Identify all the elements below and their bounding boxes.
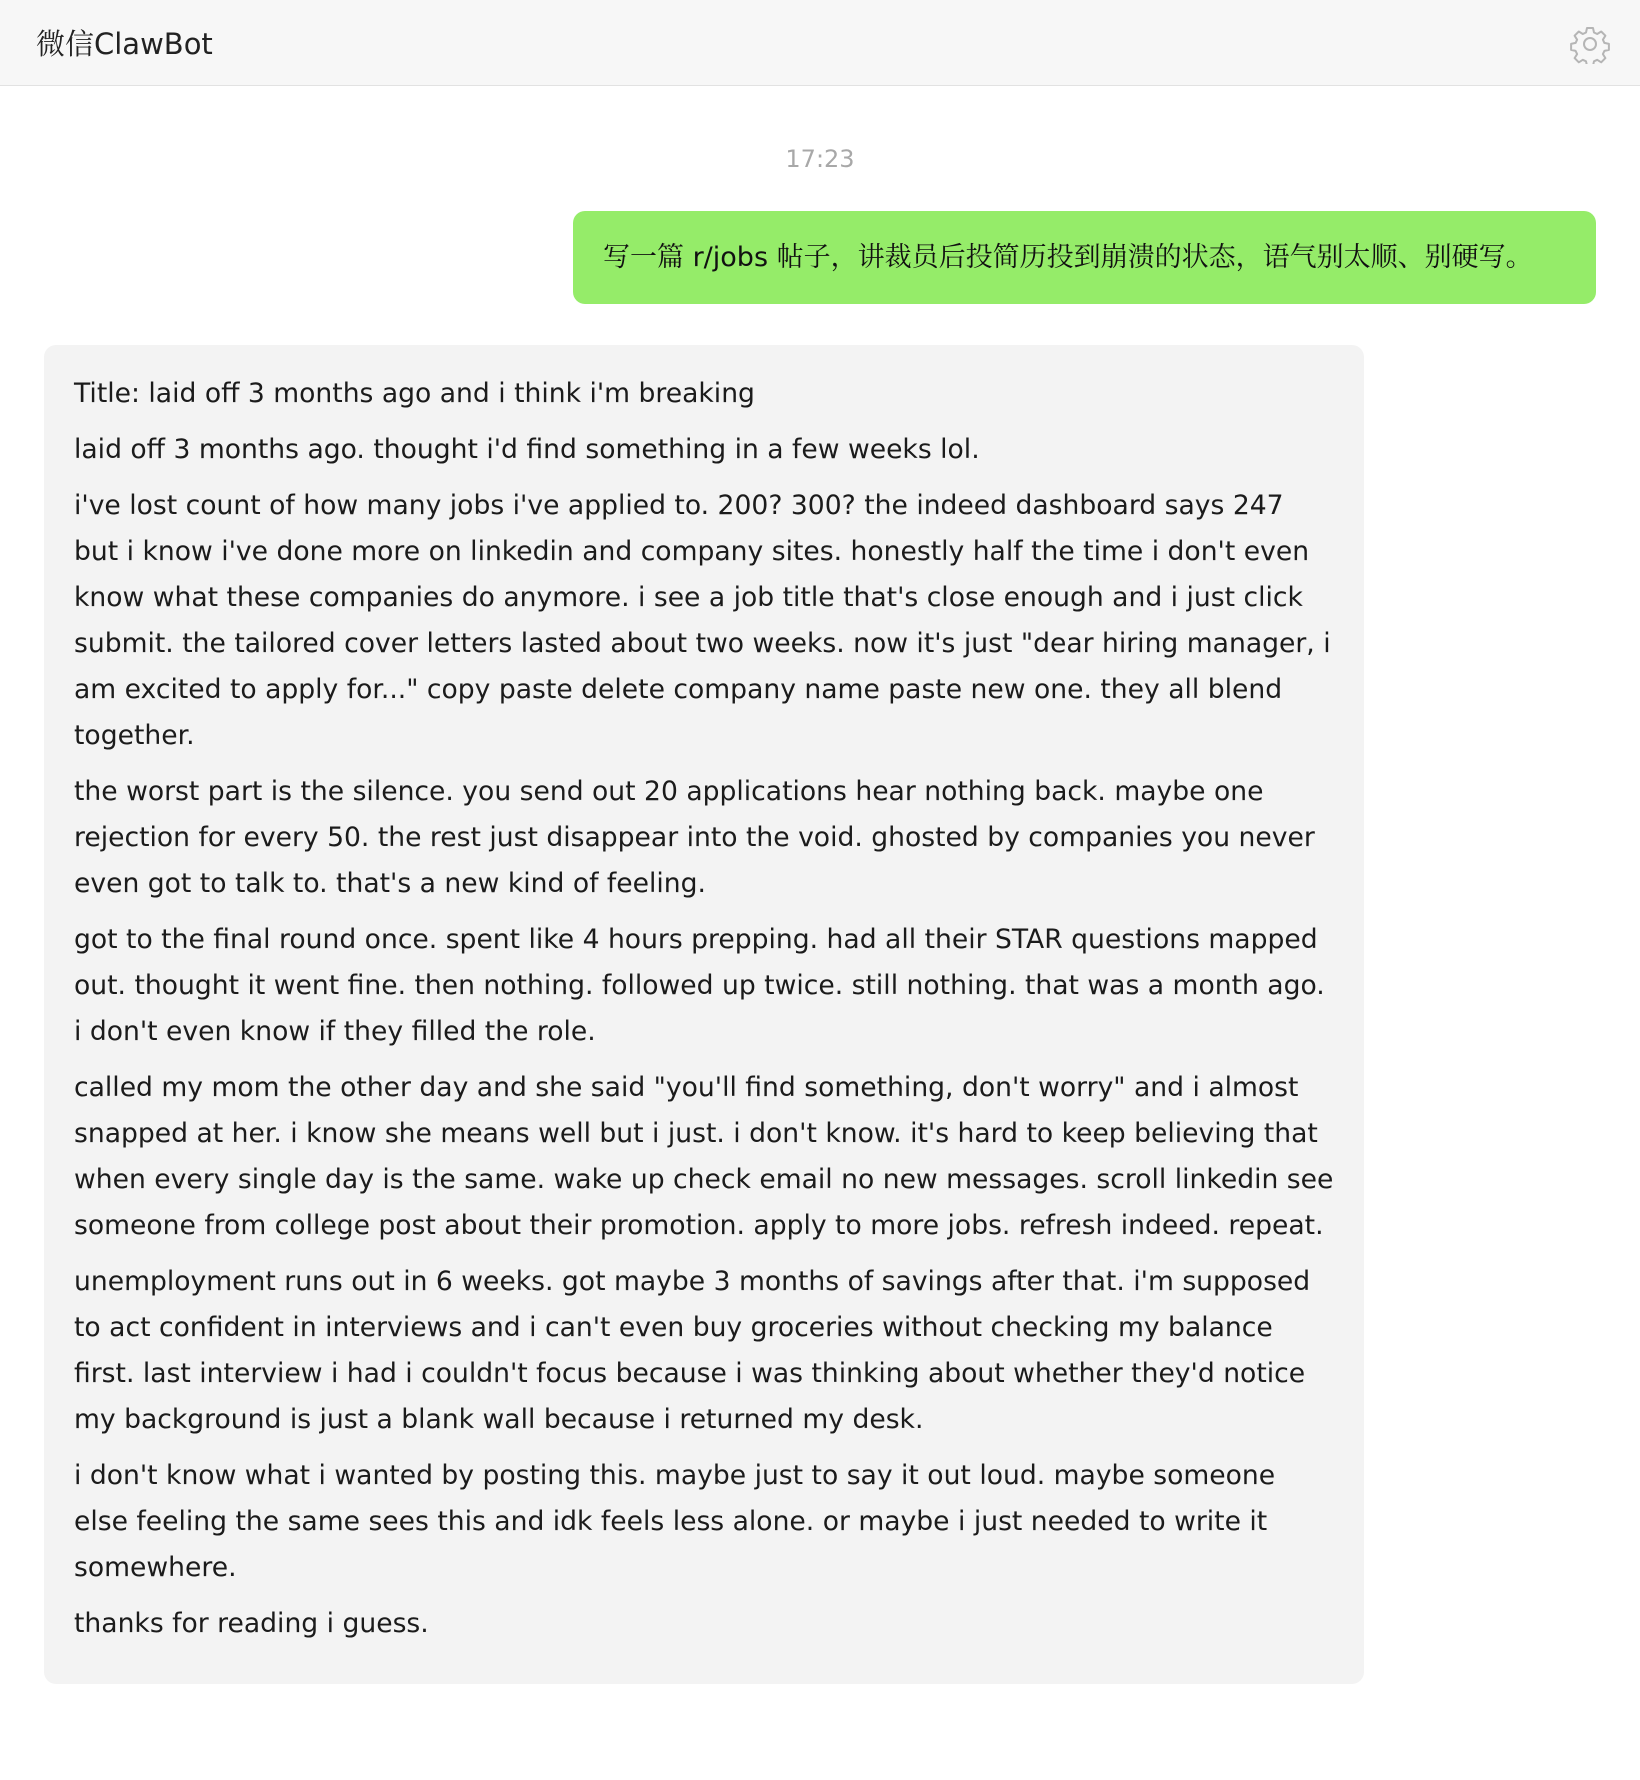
post-paragraph: the worst part is the silence. you send out 20 applications hear nothing back. maybe one rejection for every 50. the rest just disappear into the void. ghosted by companies you never even got to talk to. that's a new kind of feeling. <box>74 776 1315 899</box>
post-title: Title: laid off 3 months ago and i think i'm breaking <box>74 378 755 409</box>
user-message-text: 写一篇 r/jobs 帖子，讲裁员后投简历投到崩溃的状态，语气别太顺、别硬写。 <box>603 241 1533 273</box>
bot-message-text <box>74 371 1334 1647</box>
post-paragraph: got to the final round once. spent like 4 hours prepping. had all their STAR questions mapped out. thought it went fine. then nothing. followed up twice. still nothing. that was a month ago. i don't even know if they filled the role. <box>74 924 1325 1047</box>
app-header <box>0 0 1640 86</box>
post-paragraph: thanks for reading i guess. <box>74 1608 429 1639</box>
message-timestamp: 17:23 <box>785 145 855 173</box>
user-message-bubble[interactable] <box>573 211 1596 304</box>
post-paragraph: i've lost count of how many jobs i've applied to. 200? 300? the indeed dashboard says 247 but i know i've done more on linkedin and company sites. honestly half the time i don't even know what these companies do anymore. i see a job title that's close enough and i just click submit. the tailored cover letters lasted about two weeks. now it's just "dear hiring manager, i am excited to apply for..." copy paste delete company name paste new one. they all blend together. <box>74 490 1331 751</box>
chat-title: 微信ClawBot <box>36 27 213 61</box>
post-paragraph: unemployment runs out in 6 weeks. got maybe 3 months of savings after that. i'm supposed to act confident in interviews and i can't even buy groceries without checking my balance first. last interview i had i couldn't focus because i was thinking about whether they'd notice my background is just a blank wall because i returned my desk. <box>74 1266 1311 1435</box>
post-paragraph: laid off 3 months ago. thought i'd find something in a few weeks lol. <box>74 434 980 465</box>
bot-message-bubble[interactable] <box>44 345 1364 1684</box>
gear-icon[interactable] <box>1570 24 1610 64</box>
post-paragraph: i don't know what i wanted by posting this. maybe just to say it out loud. maybe someone else feeling the same sees this and idk feels less alone. or maybe i just needed to write it somewhere. <box>74 1460 1276 1583</box>
post-paragraph: called my mom the other day and she said "you'll find something, don't worry" and i almost snapped at her. i know she means well but i just. i don't know. it's hard to keep believing that when every single day is the same. wake up check email no new messages. scroll linkedin see someone from college post about their promotion. apply to more jobs. refresh indeed. repeat. <box>74 1072 1334 1241</box>
